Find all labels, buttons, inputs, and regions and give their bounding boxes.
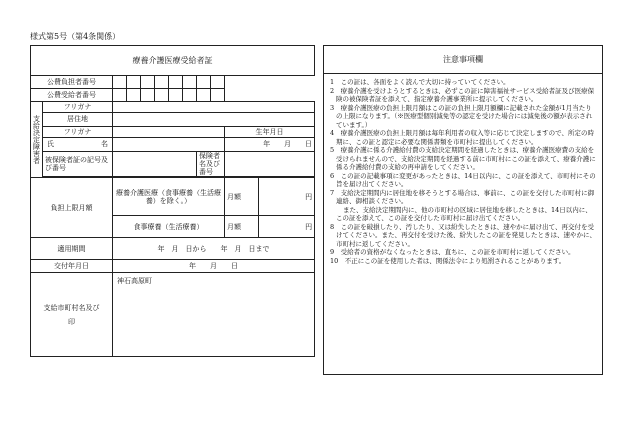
- recipient-digit: [155, 89, 169, 102]
- recipient-digit: [113, 89, 127, 102]
- insured-label: 被保険者証の記号及び番号: [43, 152, 113, 177]
- yen-label: 円: [259, 178, 315, 216]
- meal-label: 食事療養（生活療養）: [113, 216, 225, 238]
- payer-digit: [197, 76, 211, 89]
- payer-digit: [155, 76, 169, 89]
- blank-area: [225, 76, 315, 89]
- note-item: 2 療養介護を受けようとするときは、必ずこの証に障害福祉サービス受給者証及び医療保険の被保険者証を添えて、指定療養介護事業所に提示してください。: [330, 86, 595, 103]
- recipient-digit: [197, 89, 211, 102]
- period-value: 年 月 日から 年 月 日まで: [113, 238, 315, 260]
- insurer-value: [225, 152, 315, 177]
- note-item: また、支給決定期間内に、他の市町村の区域に居住地を移したときは、14日以内に、この証を添えて、この証を交付した市町村に届け出てください。: [330, 205, 592, 222]
- payer-digit: [113, 76, 127, 89]
- period-label: 適用期間: [31, 238, 113, 260]
- notes-list: [324, 74, 602, 265]
- furigana-label: フリガナ: [43, 102, 113, 113]
- note-item: 1 この証は、各面をよく読んで大切に持っていてください。: [330, 78, 510, 86]
- note-item: 4 療養介護医療の負担上限月額は毎年利用者の収入等に応じて決定しますので、所定の時期に、この証と認定に必要な関係書類を市町村に提出してください。: [330, 129, 595, 146]
- insurer-label: 保険者名及び番号: [197, 152, 225, 177]
- payer-digit: [141, 76, 155, 89]
- insured-value: [113, 152, 197, 177]
- furigana-value: [113, 102, 315, 113]
- issue-date-label: 交付年月日: [31, 260, 113, 273]
- card-title: 療養介護医療受給者証: [31, 46, 315, 76]
- payer-digit: [169, 76, 183, 89]
- monthly-label: 月額: [225, 216, 259, 238]
- side-label: 支給決定障害者: [31, 102, 43, 178]
- note-item: 3 療養介護医療の負担上限月額はこの証の負担上限月額欄に記載された金額が1月当たりの上限になります。（※医療型個別減免等の認定を受けた場合には減免後の額が表示されています。）: [330, 103, 593, 129]
- issue-date-value: 年 月 日: [113, 260, 315, 273]
- recipient-digit: [211, 89, 225, 102]
- payer-digit: [183, 76, 197, 89]
- note-item: 6 この証の記載事項に変更があったときは、14日以内に、この証を添えて、市町村にその旨を届け出てください。: [330, 171, 596, 188]
- medical-meal-label: 療養介護医療（食事療養（生活療養）を除く。）: [113, 178, 225, 216]
- notes-title: 注意事項欄: [324, 46, 602, 74]
- payer-digit: [127, 76, 141, 89]
- payer-digit: [211, 76, 225, 89]
- municipality-label: 支給市町村名及び印: [31, 273, 113, 357]
- blank-area: [225, 89, 315, 102]
- address-value: [113, 113, 315, 127]
- note-item: 8 この証を破損したり、汚したり、又は紛失したときは、速やかに届け出て、再交付を受けてください。また、再交付を受けた後、紛失したこの証を発見したときは、速やかに、市町村に返してください。: [330, 222, 596, 248]
- note-item: 7 支給決定期間内に居住地を移そうとする場合は、事前に、この証を交付した市町村に御連絡、御相談ください。: [330, 188, 595, 205]
- recipient-digit: [169, 89, 183, 102]
- recipient-digit: [183, 89, 197, 102]
- form-number-label: 様式第5号（第4条関係）: [30, 32, 121, 41]
- note-item: 9 受給者の資格がなくなったときは、直ちに、この証を市町村に返してください。: [330, 248, 575, 256]
- address-label: 居住地: [43, 113, 113, 127]
- recipient-digit: [141, 89, 155, 102]
- birthdate-label: 生年月日: [225, 127, 315, 138]
- municipality-value: 神石高原町: [113, 273, 315, 357]
- name-label: 氏 名: [43, 138, 113, 152]
- certificate-card: [30, 45, 315, 357]
- recipient-number-label: 公費受給者番号: [31, 89, 113, 102]
- recipient-digit: [127, 89, 141, 102]
- notes-panel: [323, 45, 603, 375]
- monthly-label: 月額: [225, 178, 259, 216]
- note-item: 10 不正にこの証を使用した者は、関係法令により処罰されることがあります。: [330, 256, 566, 265]
- note-item: 5 療養介護に係る介護給付費の支給決定期間を経過したときは、療養介護医療費の支給を受けられませんので、支給決定期間を経過する前に市町村にこの証を添えて、療養介護に係る介護給付費の支給の再申請をしてください。: [330, 146, 596, 171]
- name-value: [113, 138, 225, 152]
- birthdate-value: 年 月 日: [225, 138, 315, 152]
- yen-label: 円: [259, 216, 315, 238]
- furigana2-value: [113, 127, 225, 138]
- furigana2-label: フリガナ: [43, 127, 113, 138]
- limit-label: 負担上限月額: [31, 178, 113, 238]
- payer-number-label: 公費負担者番号: [31, 76, 113, 89]
